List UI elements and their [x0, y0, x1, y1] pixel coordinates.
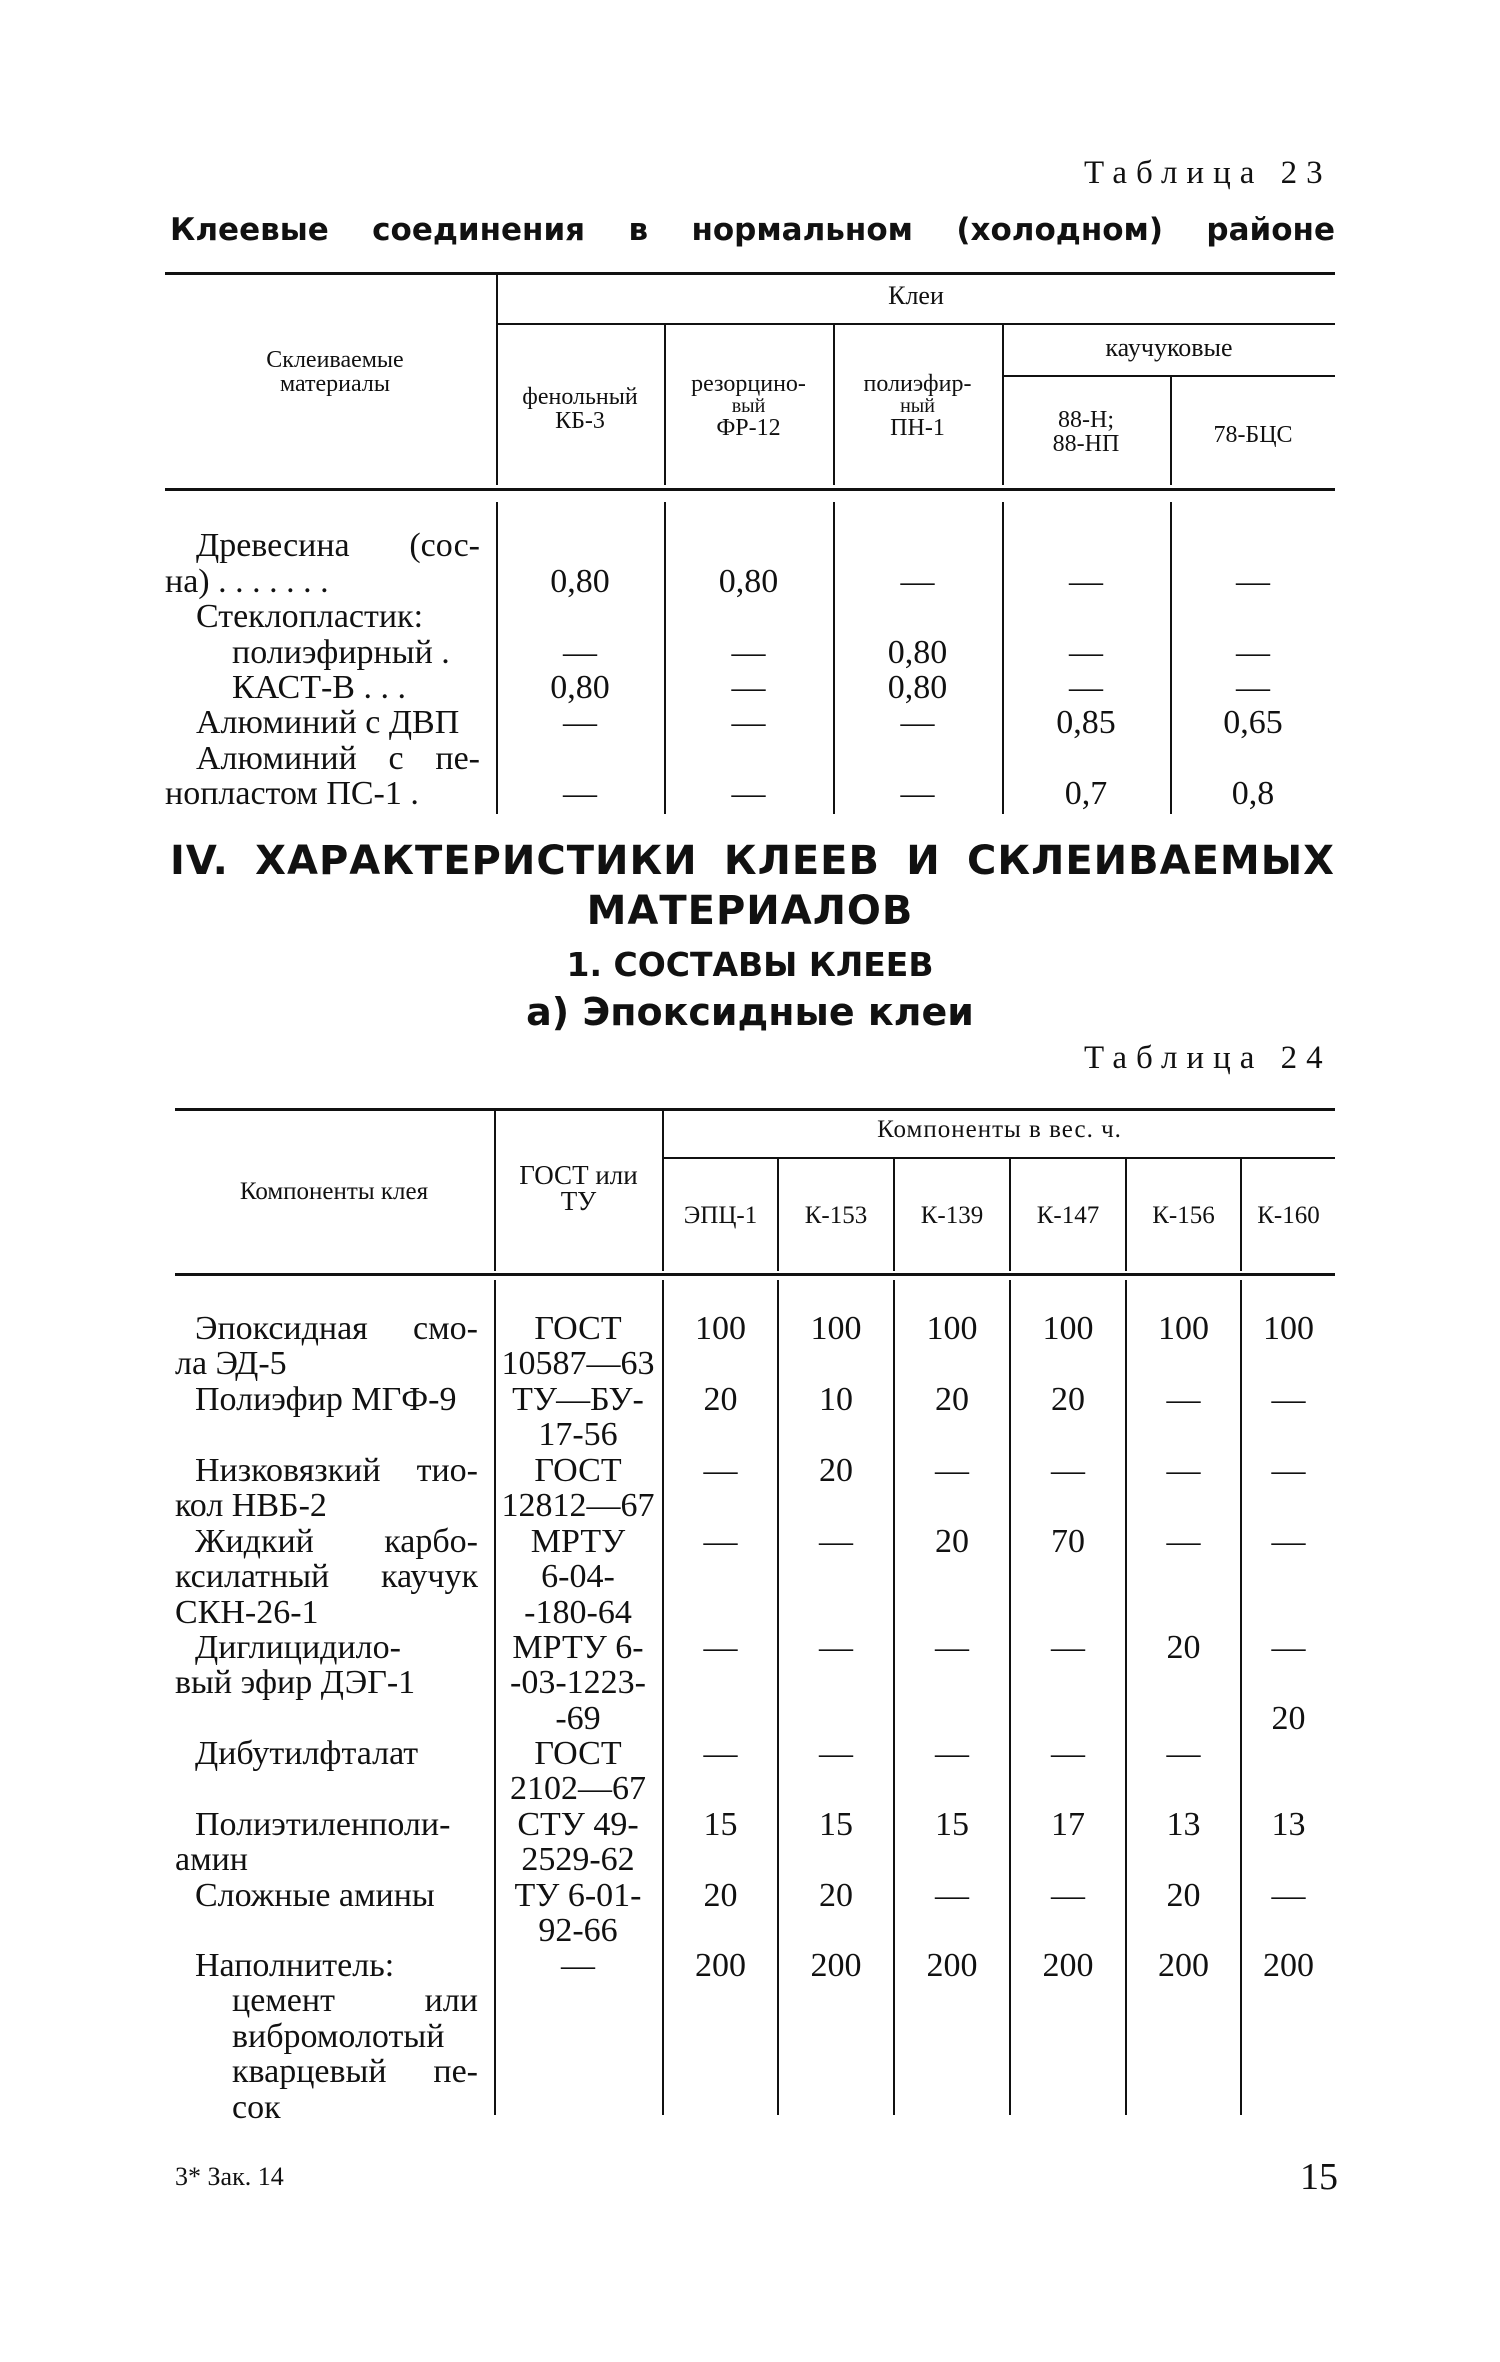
header-line: материалы — [279, 371, 390, 397]
t23-value: — — [900, 775, 935, 812]
t24-value: 13 — [1271, 1806, 1306, 1843]
t24-value: 200 — [695, 1947, 746, 1984]
t24-col-header: К-153 — [804, 1202, 868, 1229]
t24-value: 100 — [1042, 1310, 1094, 1347]
t24-gost-cell: 2529-62 — [521, 1841, 635, 1879]
t23-value: — — [1236, 634, 1270, 671]
t24-value: — — [1051, 1735, 1085, 1772]
t23-value: — — [1069, 634, 1103, 671]
t24-value: 10 — [819, 1381, 853, 1418]
t23-value: — — [1069, 669, 1103, 706]
section-heading: IV. ХАРАКТЕРИСТИКИ КЛЕЕВ И СКЛЕИВАЕМЫХ — [170, 838, 1335, 884]
t23-col-fr12 — [665, 372, 832, 440]
t24-gost-cell: — — [561, 1947, 595, 1984]
t24-row-name: ксилатный каучук — [175, 1558, 478, 1596]
t23-value: — — [563, 704, 597, 741]
header-line: ГОСТ или — [519, 1160, 638, 1190]
t24-col-header: К-160 — [1257, 1202, 1320, 1229]
t23-header-glues: Клеи — [888, 281, 944, 310]
header-line: полиэфир- — [863, 371, 972, 397]
t24-gost-cell: 6-04- — [541, 1558, 615, 1596]
section-heading-line2: МАТЕРИАЛОВ — [586, 888, 914, 934]
t24-gost-cell: -180-64 — [524, 1593, 632, 1631]
t24-value: — — [703, 1523, 738, 1560]
t24-value: — — [1166, 1523, 1201, 1560]
table-23-title — [170, 212, 1335, 248]
t24-value: 20 — [819, 1877, 853, 1914]
table-23-caption: Таблица 23 — [1084, 155, 1332, 191]
t23-col-kb3 — [497, 385, 663, 433]
t24-value: 70 — [1051, 1523, 1085, 1560]
t23-row-label: Стеклопластик: — [196, 598, 424, 635]
t24-value: 200 — [1042, 1947, 1094, 1984]
t24-value: 200 — [810, 1947, 862, 1984]
t24-header-gost — [496, 1162, 661, 1214]
t24-value: 20 — [1166, 1877, 1201, 1914]
header-line: КБ-3 — [555, 408, 605, 434]
t24-value: 20 — [819, 1452, 853, 1489]
t24-value: — — [935, 1735, 969, 1772]
t24-row-name: Наполнитель: — [195, 1947, 395, 1984]
t24-value: 15 — [819, 1806, 853, 1843]
t24-value: — — [1271, 1523, 1306, 1560]
t23-value: — — [731, 775, 766, 812]
t23-row-label: Алюминий с пе- — [196, 740, 480, 777]
t24-row-name: сок — [232, 2088, 281, 2126]
t24-row-name: Низковязкий тио- — [195, 1452, 478, 1489]
t24-value: 100 — [810, 1310, 862, 1347]
t24-value: 15 — [935, 1806, 969, 1843]
t24-row-name: цемент или — [232, 1982, 478, 2020]
t24-value: — — [1166, 1452, 1201, 1489]
t24-value: — — [1051, 1629, 1085, 1666]
t24-row-name: Полиэфир МГФ-9 — [195, 1381, 457, 1418]
t24-gost-cell: МРТУ 6- — [512, 1629, 644, 1666]
t24-header-components: Компоненты клея — [239, 1178, 429, 1205]
t23-value: 0,80 — [887, 669, 948, 706]
t24-value: — — [1051, 1877, 1085, 1914]
t24-value: — — [1271, 1629, 1306, 1666]
t24-row-name: ла ЭД-5 — [175, 1345, 287, 1383]
t24-value: 100 — [926, 1310, 978, 1347]
t23-col-pn1 — [834, 372, 1001, 440]
t24-value: — — [1271, 1877, 1306, 1914]
t23-value: — — [1069, 563, 1103, 600]
t24-value: 17 — [1051, 1806, 1085, 1843]
t24-value: 100 — [695, 1310, 746, 1347]
title-word: нормальном — [691, 212, 913, 248]
header-line: вый — [731, 395, 766, 417]
t23-value: 0,85 — [1056, 704, 1116, 741]
t24-header-rule — [175, 1273, 1335, 1276]
t23-header-rule — [165, 488, 1335, 491]
t24-value: — — [703, 1629, 738, 1666]
t24-header-parts: Компоненты в вес. ч. — [877, 1116, 1122, 1143]
t24-top-rule — [175, 1108, 1335, 1111]
t24-value: 100 — [1158, 1310, 1209, 1347]
t24-row-name: Дибутилфталат — [195, 1735, 419, 1772]
t24-gost-cell: -69 — [555, 1699, 601, 1737]
t24-value: — — [1166, 1735, 1201, 1772]
t24-row-name: Эпоксидная смо- — [195, 1310, 478, 1347]
t24-gost-cell: ТУ 6-01- — [514, 1877, 642, 1914]
t23-value: 0,8 — [1231, 775, 1275, 812]
t24-gost-cell: 2102—67 — [510, 1770, 646, 1808]
page-number: 15 — [1300, 2156, 1338, 2198]
t24-value: — — [935, 1452, 969, 1489]
t24-value: — — [1051, 1452, 1085, 1489]
t24-gost-cell: 92-66 — [538, 1912, 618, 1950]
t23-value: — — [563, 634, 597, 671]
t23-value: 0,80 — [718, 563, 779, 600]
t24-value: 15 — [703, 1806, 738, 1843]
t24-value: 200 — [1158, 1947, 1209, 1984]
t24-gost-cell: СТУ 49- — [517, 1806, 639, 1843]
t24-col-header: К-147 — [1036, 1202, 1100, 1229]
title-word: районе — [1206, 212, 1335, 248]
t24-value: 200 — [1263, 1947, 1314, 1984]
title-word: (холодном) — [956, 212, 1164, 248]
t24-value: — — [1271, 1381, 1306, 1418]
t23-value: — — [731, 669, 766, 706]
t24-value: 20 — [935, 1381, 969, 1418]
subsection-heading: 1. СОСТАВЫ КЛЕЕВ — [566, 945, 934, 984]
t24-value: — — [1271, 1452, 1306, 1489]
t24-value: — — [935, 1877, 969, 1914]
footer-order: 3* Зак. 14 — [175, 2162, 284, 2191]
t24-value: — — [703, 1452, 738, 1489]
t23-top-rule — [165, 272, 1335, 275]
t24-gost-cell: ТУ—БУ- — [512, 1381, 644, 1418]
header-line: ТУ — [560, 1186, 597, 1216]
t23-row-label: КАСТ-В . . . — [232, 669, 406, 706]
t23-col-78bcs — [1171, 423, 1335, 447]
t23-row-label: на) . . . . . . . — [165, 563, 329, 600]
t24-row-name: кварцевый пе- — [232, 2053, 478, 2091]
header-line: ный — [900, 395, 935, 417]
header-line: 88-Н; — [1058, 407, 1114, 433]
t23-value: — — [900, 563, 935, 600]
title-word: соединения — [372, 212, 586, 248]
t24-parts-rule — [664, 1157, 1335, 1159]
header-line: ПН-1 — [890, 415, 945, 441]
t24-value: 20 — [703, 1381, 738, 1418]
t23-value: — — [563, 775, 597, 812]
header-line: 88-НП — [1052, 431, 1120, 457]
t24-row-name: СКН-26-1 — [175, 1593, 319, 1631]
subsection-heading-a: а) Эпоксидные клеи — [526, 990, 974, 1034]
t23-row-label: Алюминий с ДВП — [196, 704, 460, 741]
t23-value: 0,7 — [1064, 775, 1108, 812]
t24-row-name: амин — [175, 1841, 248, 1879]
t24-row-name: Жидкий карбо- — [195, 1523, 478, 1560]
t23-col-88n — [1003, 408, 1169, 456]
header-line: резорцино- — [691, 371, 806, 397]
t23-header-rubber: каучуковые — [1105, 333, 1233, 362]
t24-value: 20 — [1166, 1629, 1201, 1666]
t23-rubber-rule — [1003, 375, 1335, 377]
t24-col-header: ЭПЦ-1 — [683, 1202, 758, 1229]
t24-value: 200 — [926, 1947, 978, 1984]
t24-value: — — [1166, 1381, 1201, 1418]
title-word: в — [628, 212, 649, 248]
t24-gost-cell: ГОСТ — [534, 1310, 622, 1347]
header-line: ФР-12 — [716, 415, 781, 441]
t23-value: — — [900, 704, 935, 741]
t23-value: — — [731, 704, 766, 741]
t24-value: 20 — [935, 1523, 969, 1560]
t24-row-name: Полиэтиленполи- — [195, 1806, 451, 1843]
t23-value: — — [731, 634, 766, 671]
t24-gost-cell: -03-1223- — [510, 1664, 646, 1702]
t24-value: 100 — [1263, 1310, 1314, 1347]
t24-row-name: кол НВБ-2 — [175, 1487, 327, 1525]
t24-row-name: Сложные амины — [195, 1877, 435, 1914]
t24-value: 20 — [1051, 1381, 1085, 1418]
t24-value: 20 — [703, 1877, 738, 1914]
t24-row-name: Диглицидило- — [195, 1629, 401, 1666]
t23-row-label: полиэфирный . — [232, 634, 450, 671]
t23-glues-rule — [497, 323, 1335, 325]
t23-row-label: нопластом ПС-1 . — [165, 775, 419, 812]
header-line: Склеиваемые — [266, 347, 404, 373]
t23-value: 0,80 — [550, 563, 610, 600]
t24-value: 13 — [1166, 1806, 1201, 1843]
t24-value: 20 — [1271, 1699, 1306, 1737]
t24-value: — — [935, 1629, 969, 1666]
t24-gost-cell: 10587—63 — [501, 1345, 655, 1383]
t23-value: — — [1236, 563, 1270, 600]
t24-gost-cell: 17-56 — [538, 1416, 618, 1454]
t24-gost-cell: ГОСТ — [534, 1735, 622, 1772]
t23-value: 0,80 — [887, 634, 948, 671]
t24-gost-cell: МРТУ — [530, 1523, 626, 1560]
t24-value: — — [819, 1735, 853, 1772]
t23-value: 0,80 — [550, 669, 610, 706]
t24-value: — — [819, 1629, 853, 1666]
t24-gost-cell: 12812—67 — [501, 1487, 655, 1525]
t24-row-name: вый эфир ДЭГ-1 — [175, 1664, 416, 1702]
t23-value: — — [1236, 669, 1270, 706]
t23-row-label: Древесина (сос- — [196, 527, 480, 564]
header-line: фенольный — [522, 384, 638, 410]
t24-row-name: вибромолотый — [232, 2017, 445, 2055]
t24-value: — — [703, 1735, 738, 1772]
header-line: 78-БЦС — [1213, 422, 1293, 448]
t24-col-header: К-139 — [920, 1202, 984, 1229]
t23-header-materials — [190, 348, 480, 396]
title-word: Клеевые — [170, 212, 329, 248]
t24-value: — — [819, 1523, 853, 1560]
t23-value: 0,65 — [1223, 704, 1283, 741]
t24-col-header: К-156 — [1152, 1202, 1215, 1229]
t24-gost-cell: ГОСТ — [534, 1452, 622, 1489]
table-24-caption: Таблица 24 — [1084, 1040, 1332, 1076]
